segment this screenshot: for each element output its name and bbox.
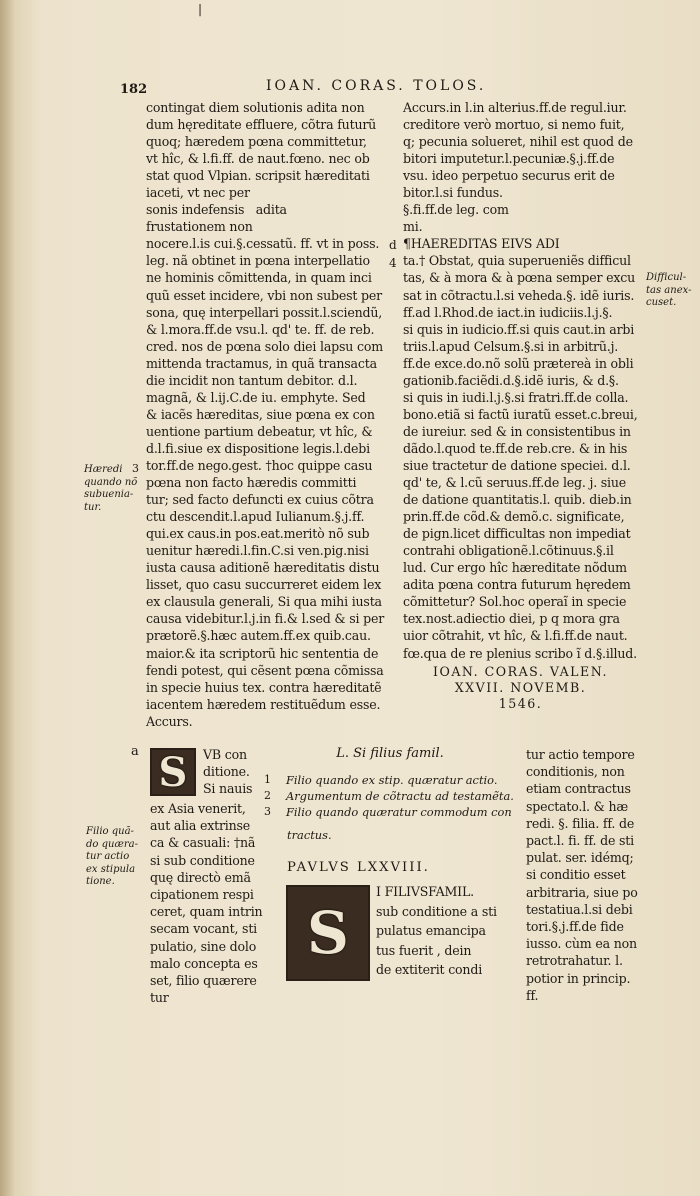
text-line: iusso. cùm ea non [526,936,637,952]
text-line: magnã, & l.ij.C.de iu. emphyte. Sed [146,389,366,405]
text-line: contrahi obligationẽ.l.cõtinuus.§.il [403,543,614,559]
text-line: de datione quantitatis.l. quib. dieb.in [403,492,632,508]
text-line: nocere.l.is cui.§.cessatũ. ff. vt in poss. [146,236,380,252]
text-line: vsu. ideo perpetuo securus erit de [403,168,615,184]
text-line: tur [150,990,169,1006]
text-line: I FILIVSFAMIL. [376,884,474,899]
text-line: uior cõtrahit, vt hîc, & l.fi.ff.de naut. [403,628,628,644]
summary-item [264,772,514,788]
text-line: cipationem respi [150,887,254,903]
text-line: fendi potest, qui cẽsent pœna cõmissa [146,662,384,678]
text-line: die incidit non tantum debitor. d.l. [146,372,358,388]
text-line: ca & casuali: †nã [150,835,256,851]
lower-left-column [150,800,265,1006]
text-line: ditione. [203,764,250,780]
top-mark: | [198,2,203,16]
text-line: testatiua.l.si debi [526,901,633,917]
law-title: L. Si filius famil. [336,746,444,761]
text-line: quoq; hæredem pœna committetur, [146,134,367,150]
text-line: & l.mora.ff.de vsu.l. qd' te. ff. de reb. [146,321,375,337]
text-line: Si nauis [203,781,253,797]
text-line: §.fi.ff.de leg. com [403,202,509,218]
text-line: dãdo.l.quod te.ff.de reb.cre. & in his [403,440,628,456]
text-line: sat in cõtractu.l.si veheda.§. idẽ iuris. [403,287,635,303]
summary-number: 2 [264,789,271,802]
text-line: prin.ff.de cõd.& demõ.c. significate, [403,509,625,525]
summary-text: Filio quando quæratur commodum con [286,805,512,819]
margin-d4: d 4 [389,238,397,270]
dropcap-s-middle: S [286,885,370,981]
text-line: si conditio esset [526,867,626,883]
summary-number: 3 [264,805,271,818]
summary-text: Filio quando ex stip. quæratur actio. [286,773,498,787]
text-line: siue tractetur de datione speciei. d.l. [403,457,631,473]
text-line: bitor.l.si fundus. [403,185,503,201]
running-title: IOAN. CORAS. TOLOS. [266,78,487,94]
text-line: iacentem hæredem restituẽdum esse. [146,696,381,712]
text-line: qd' te, & l.cũ seruus.ff.de leg. j. siue [403,475,627,491]
text-line: arbitraria, siue po [526,884,638,900]
text-line: stat quod Vlpian. scripsit hæreditati [146,168,370,184]
summary-cont: tractus. [287,828,332,842]
margin-note-filio: Filio quã- do quæra- tur actio ex stipula tione. [86,826,138,887]
text-line: Accurs.in l.in alterius.ff.de regul.iur. [403,100,627,115]
signature-year: 1546. [498,696,543,711]
text-line: de iureiur. sed & in consistentibus in [403,423,631,439]
text-line: potior in princip. [526,970,631,986]
margin-note-difficultas: Difficul- tas anex- cuset. [646,272,692,308]
text-line: vt hîc, & l.fi.ff. de naut.fœno. nec ob [146,151,370,167]
text-line: lisset, quo casu succurreret eidem lex [146,577,382,593]
text-line: tori.§.j.ff.de fide [526,919,624,935]
text-line: causa videbitur.l.j.in fi.& l.sed & si per [146,611,385,627]
text-line: ne hominis cõmittenda, in quam inci [146,270,372,286]
lower-left-cap-lines [203,746,252,798]
text-line: tur; sed facto defuncti ex cuius cõtra [146,492,374,508]
summary-list [264,772,514,820]
text-line: contingat diem solutionis adita non [146,100,365,115]
text-line: pulatus emancipa [376,923,486,938]
text-line: aut alia extrinse [150,818,251,834]
text-line: ff.de exce.do.nõ solũ prætereà in obli [403,355,634,371]
summary-item [264,788,514,804]
text-line: sub conditione a sti [376,903,497,919]
author-heading: PAVLVS LXXVIII. [287,860,430,875]
margin-a: a [131,744,139,759]
text-line: lud. Cur ergo hîc hæreditate nõdum [403,560,627,576]
upper-left-column [146,99,391,730]
text-line: retrotrahatur. l. [526,953,623,969]
text-line: pact.l. fi. ff. de sti [526,833,634,849]
text-line: ctu descendit.l.apud Iulianum.§.j.ff. [146,509,365,525]
text-line: prætorẽ.§.hæc autem.ff.ex quib.cau. [146,628,371,644]
text-line: cred. nos de pœna solo diei lapsu com [146,338,383,354]
signature-name: IOAN. CORAS. VALEN. [433,664,608,679]
text-line: si sub conditione [150,852,255,868]
text-line: quũ esset incidere, vbi non subest per [146,287,382,303]
text-line: in specie huius tex. contra hæreditatẽ [146,679,382,695]
text-line: etiam contractus [526,781,631,797]
text-line: uenitur hæredi.l.fin.C.si ven.pig.nisi [146,543,369,559]
text-line: maior.& ita scriptorũ hic sententia de [146,645,379,661]
text-line: redi. §. filia. ff. de [526,815,635,831]
summary-number: 1 [264,773,271,786]
text-line: ta.† Obstat, quia superueniẽs difficul [403,253,631,269]
text-line: & iacẽs hæreditas, siue pœna ex con [146,406,375,422]
lower-middle-cap-lines [376,882,497,980]
text-line: tex.nost.adiectio diei, p q mora gra [403,611,620,627]
text-line: si quis in iudicio.ff.si quis caut.in arbi [403,321,635,337]
text-line: iusta causa aditionẽ hæreditatis distu [146,560,380,576]
text-line: de pign.licet difficultas non impediat [403,526,631,542]
text-line: frustationem non [146,219,253,235]
text-line: cõmittetur? Sol.hoc operaĩ in specie [403,594,627,610]
text-line: adita pœna contra futurum hęredem [403,577,631,593]
text-line: Accurs. [146,713,193,729]
text-line: secam vocant, sti [150,921,258,937]
summary-item [264,804,514,820]
text-line: pulat. ser. idémq; [526,850,634,866]
text-line: pulatio, sine dolo [150,938,257,954]
text-line: mittenda tractamus, in quã transacta [146,355,377,371]
text-line: ¶HAEREDITAS EIVS ADI [403,236,560,252]
margin-number-3: 3 [132,462,139,475]
text-line: tor.ff.de nego.gest. †hoc quippe casu [146,457,373,473]
text-line: bono.etiã si factũ iuratũ esset.c.breui, [403,406,638,422]
text-line: bitori imputetur.l.pecuniæ.§.j.ff.de [403,151,615,167]
folio-number: 182 [120,82,148,97]
text-line: triis.l.apud Celsum.§.si in arbitrũ.j. [403,338,619,354]
text-line: conditionis, non [526,764,625,780]
upper-right-column [403,99,638,662]
text-line: iaceti, vt nec per [146,185,250,201]
text-line: ff.ad l.Rhod.de iact.in iudiciis.l.j.§. [403,304,613,320]
text-line: quę directò emã [150,869,251,885]
text-line: leg. nã obtinet in pœna interpellatio [146,253,370,269]
text-line: ex clausula generali, Si qua mihi iusta [146,594,382,610]
text-line: sonis indefensis adita [146,202,287,218]
text-line: pœna non facto hæredis committi [146,475,357,491]
text-line: fœ.qua de re plenius scribo ĩ d.§.illud. [403,645,637,661]
text-line: uentione partium debeatur, vt hîc, & [146,423,373,439]
summary-text: Argumentum de cõtractu ad testamẽta. [286,789,514,803]
text-line: tus fuerit , dein [376,942,472,958]
text-line: qui.ex caus.in pos.eat.meritò nõ sub [146,526,370,542]
text-line: spectato.l. & hæ [526,798,629,814]
text-line: q; pecunia solueret, nihil est quod de [403,134,633,150]
signature-date: XXVII. NOVEMB. [454,680,587,695]
text-line: sona, quę interpellari possit.l.sciendũ, [146,304,383,320]
text-line: d.l.fi.siue ex dispositione legis.l.debi [146,440,371,456]
margin-note-haeredi: Hæredi quando nõ subuenia- tur. [84,464,138,513]
text-line: de extiterit condi [376,962,483,977]
text-line: VB con [203,747,247,762]
text-line: malo concepta es [150,955,258,971]
lower-right-column [526,746,646,1004]
text-line: ceret, quam intrin [150,904,263,920]
text-line: ff. [526,987,539,1003]
text-line: set, filio quærere [150,973,257,989]
text-line: dum hęreditate effluere, cõtra futurũ [146,117,377,133]
dropcap-s-left: S [150,748,196,796]
text-line: tur actio tempore [526,747,635,762]
text-line: gationib.faciẽdi.d.§.idẽ iuris, & d.§. [403,372,619,388]
text-line: ex Asia venerit, [150,801,246,816]
text-line: tas, & à mora & à pœna semper excu [403,270,635,286]
text-line: creditore verò mortuo, si nemo fuit, [403,117,625,133]
text-line: mi. [403,219,423,235]
page-gutter [0,0,14,1196]
text-line: si quis in iudi.l.j.§.si fratri.ff.de colla. [403,389,629,405]
